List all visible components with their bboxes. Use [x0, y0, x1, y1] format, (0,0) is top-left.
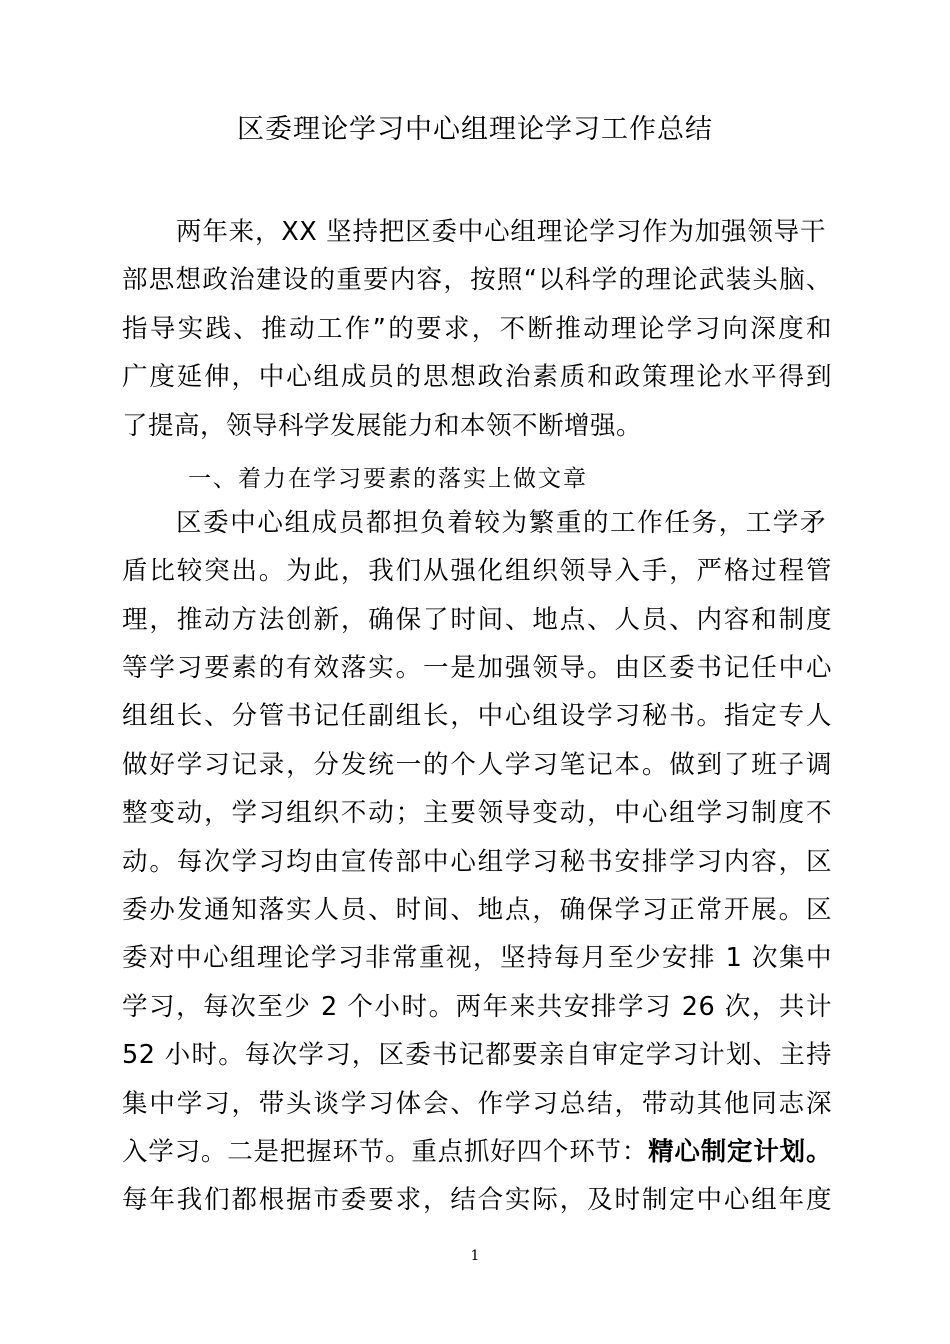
paragraph-line: 委对中心组理论学习非常重视，坚持每月至少安排 1 次集中 [122, 943, 832, 973]
paragraph-line: 集中学习，带头谈学习体会、作学习总结，带动其他同志深 [122, 1089, 832, 1119]
paragraph-line: 每年我们都根据市委要求，结合实际，及时制定中心组年度 [122, 1185, 832, 1215]
paragraph-line: 学习，每次至少 2 个小时。两年来共安排学习 26 次，共计 [122, 992, 832, 1022]
paragraph-line: 理，推动方法创新，确保了时间、地点、人员、内容和制度 [122, 605, 832, 635]
line-segment: 入学习。 [122, 1137, 228, 1167]
page-number: 1 [470, 1248, 480, 1264]
emphasis-text: 一是加强领导。 [422, 653, 615, 683]
paragraph-line: 指导实践、推动工作”的要求，不断推动理论学习向深度和 [122, 314, 832, 344]
paragraph-line [122, 644, 832, 692]
emphasis-text: 二是把握环节。 [227, 1137, 412, 1167]
document-title: 区委理论学习中心组理论学习工作总结 [237, 114, 713, 145]
section-heading: 一、着力在学习要素的落实上做文章 [188, 466, 588, 492]
paragraph-line: 52 小时。每次学习，区委书记都要亲自审定学习计划、主持 [122, 1040, 832, 1070]
paragraph-line: 组组长、分管书记任副组长，中心组设学习秘书。指定专人 [122, 701, 832, 731]
paragraph-line: 区委中心组成员都担负着较为繁重的工作任务，工学矛 [176, 508, 826, 538]
line-segment: 由区委书记任中心 [614, 653, 832, 683]
paragraph-line: 了提高，领导科学发展能力和本领不断增强。 [122, 411, 643, 441]
bold-emphasis-text: 精心制定计划。 [648, 1137, 832, 1167]
paragraph-line: 盾比较突出。为此，我们从强化组织领导入手，严格过程管 [122, 556, 832, 586]
line-segment: 重点抓好四个环节： [411, 1137, 649, 1167]
line-segment: 等学习要素的有效落实。 [122, 653, 423, 683]
paragraph-line: 动。每次学习均由宣传部中心组学习秘书安排学习内容，区 [122, 847, 832, 877]
paragraph-line: 做好学习记录，分发统一的个人学习笔记本。做到了班子调 [122, 750, 832, 780]
paragraph-line: 整变动，学习组织不动；主要领导变动，中心组学习制度不 [122, 798, 832, 828]
paragraph-line: 广度延伸，中心组成员的思想政治素质和政策理论水平得到 [122, 362, 832, 392]
paragraph-line: 委办发通知落实人员、时间、地点，确保学习正常开展。区 [122, 895, 832, 925]
paragraph-line: 部思想政治建设的重要内容，按照“以科学的理论武装头脑、 [122, 265, 832, 295]
paragraph-line [122, 1128, 832, 1176]
paragraph-line: 两年来，XX 坚持把区委中心组理论学习作为加强领导干 [176, 217, 826, 247]
